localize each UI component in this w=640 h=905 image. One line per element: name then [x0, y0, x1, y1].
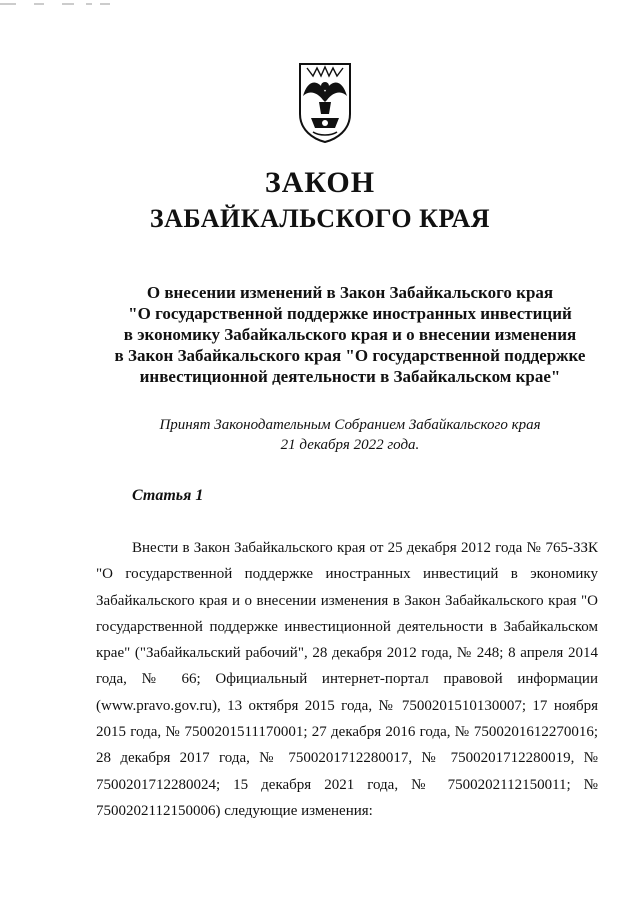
scan-dash-marks: [0, 0, 120, 12]
subject-line: "О государственной поддержке иностранных инвестиций: [128, 304, 572, 323]
law-region-title: ЗАБАЙКАЛЬСКОГО КРАЯ: [149, 204, 491, 233]
scan-artifact-marks: [0, 0, 120, 15]
law-subject: [60, 282, 640, 387]
adoption-date: 21 декабря 2022 года.: [280, 437, 420, 453]
subject-line: в Закон Забайкальского края "О государственной поддержке: [114, 346, 586, 365]
law-title: ЗАКОН: [264, 166, 376, 199]
subject-line: инвестиционной деятельности в Забайкальском крае": [139, 367, 561, 386]
article-body: Внести в Закон Забайкальского края от 25 декабря 2012 года № 765-ЗЗК "О государственной поддержке иностранных инвестиций в экономику Забайкальского края и о внесении изменения в Закон Забайкальского края "О государственной поддержке инвестиционной деятельности в Забайкальском крае" ("Забайкальский рабочий", 28 декабря 2012 года, № 248; 8 апреля 2014 года, № 66; Официальный интернет-портал правовой информации (www.pravo.gov.ru), 13 октября 2015 года, № 7500201510130007; 17 ноября 2015 года, № 7500201511170001; 27 декабря 2016 года, № 7500201612270016; 28 декабря 2017 года, № 7500201712280017, № 7500201712280019, № 7500201712280024; 15 декабря 2021 года, № 7500202112150011; № 7500202112150006) следующие изменения:: [96, 540, 598, 819]
article-heading: Статья 1: [132, 487, 204, 504]
coat-of-arms-icon: [297, 62, 353, 144]
subject-line: в экономику Забайкальского края и о внесении изменения: [123, 325, 577, 344]
adoption-line: Принят Законодательным Собранием Забайкальского края: [159, 417, 541, 433]
adoption-note: [60, 415, 640, 455]
subject-line: О внесении изменений в Закон Забайкальского края: [146, 283, 554, 302]
